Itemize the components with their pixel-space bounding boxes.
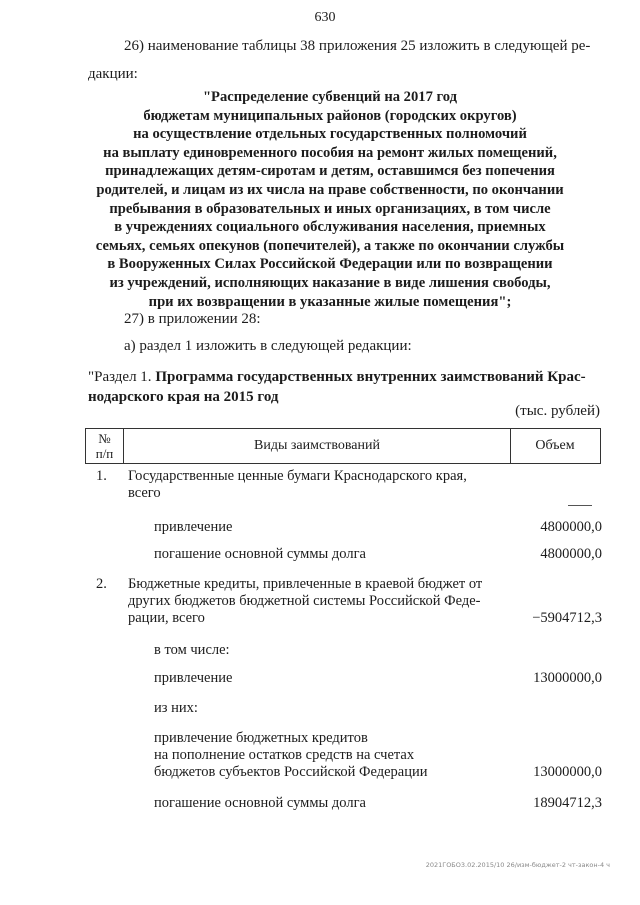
table-header — [85, 428, 601, 464]
section-prefix: "Раздел 1. — [88, 369, 152, 385]
item-27: 27) в приложении 28: — [124, 311, 261, 327]
row-value: 13000000,0 — [533, 764, 602, 780]
title-line: при их возвращении в указанные жилые помещения"; — [148, 293, 512, 310]
item-27a: а) раздел 1 изложить в следующей редакции: — [124, 338, 412, 354]
row-number: 1. — [96, 468, 107, 484]
header-volume: Объем — [535, 438, 575, 453]
title-line: из учреждений, исполняющих наказание в виде лишения свободы, — [109, 274, 551, 291]
row-value: 13000000,0 — [533, 670, 602, 686]
section-title-line1: Программа государственных внутренних заимствований Крас- — [155, 369, 586, 385]
section-title — [88, 367, 600, 407]
row-text-line: Бюджетные кредиты, привлеченные в краевой бюджет от — [128, 576, 483, 592]
header-number-line2: п/п — [95, 446, 114, 461]
page-number: 630 — [314, 10, 336, 25]
title-line: на осуществление отдельных государственных полномочий — [133, 126, 527, 143]
row-number: 2. — [96, 576, 107, 592]
row-value: 4800000,0 — [540, 519, 602, 535]
row-value: 4800000,0 — [540, 546, 602, 562]
row-subitem-line: привлечение бюджетных кредитов — [154, 730, 368, 746]
title-line: "Распределение субвенций на 2017 год — [202, 89, 458, 105]
row-subitem: привлечение — [154, 670, 233, 686]
table-title — [80, 88, 580, 311]
row-subitem-line: бюджетов субъектов Российской Федерации — [154, 764, 428, 780]
row-subitem-line: на пополнение остатков средств на счетах — [154, 747, 415, 763]
row-subitem: из них: — [154, 700, 198, 716]
title-line: семьях, семьях опекунов (попечителей), а также по окончании службы — [95, 237, 565, 254]
row-text-line: всего — [128, 485, 161, 501]
header-number — [86, 429, 124, 463]
title-line: бюджетам муниципальных районов (городских округов) — [143, 107, 517, 124]
section-title-line2: нодарского края на 2015 год — [88, 389, 279, 405]
title-line: в учреждениях социального обслуживания населения, приемных — [114, 219, 546, 236]
row-value: 18904712,3 — [533, 795, 602, 811]
header-kind: Виды заимствований — [124, 429, 511, 463]
title-line: родителей, и лицам из их числа на праве собственности, по окончании — [96, 181, 564, 198]
empty-value-dash — [568, 505, 592, 506]
header-number-line1: № — [98, 431, 111, 446]
intro-paragraph: 26) наименование таблицы 38 приложения 25 изложить в следующей ре- — [124, 38, 591, 54]
footer-file-code: 2021ГОБО3.02.2015/10 26/изм-бюджет-2 чт-закон-4 ч — [425, 861, 610, 869]
row-subitem — [154, 730, 428, 781]
row-subitem: погашение основной суммы долга — [154, 546, 366, 562]
unit-label: (тыс. рублей) — [515, 403, 600, 419]
row-subitem: в том числе: — [154, 642, 230, 658]
row-subitem: погашение основной суммы долга — [154, 795, 366, 811]
row-text-line: других бюджетов бюджетной системы Российской Феде- — [128, 593, 481, 609]
title-line: принадлежащих детям-сиротам и детям, оставшимся без попечения — [105, 163, 555, 180]
row-value: −5904712,3 — [532, 610, 602, 626]
intro-paragraph-continuation: дакции: — [88, 66, 138, 82]
row-text-line: Государственные ценные бумаги Краснодарского края, — [128, 468, 467, 484]
title-line: в Вооруженных Силах Российской Федерации или по возвращении — [107, 256, 553, 273]
row-text — [128, 576, 502, 627]
row-text — [128, 468, 502, 502]
title-line: пребывания в образовательных и иных организациях, в том числе — [109, 200, 551, 217]
row-text-line: рации, всего — [128, 610, 205, 626]
title-line: на выплату единовременного пособия на ремонт жилых помещений, — [103, 144, 557, 161]
row-subitem: привлечение — [154, 519, 233, 535]
